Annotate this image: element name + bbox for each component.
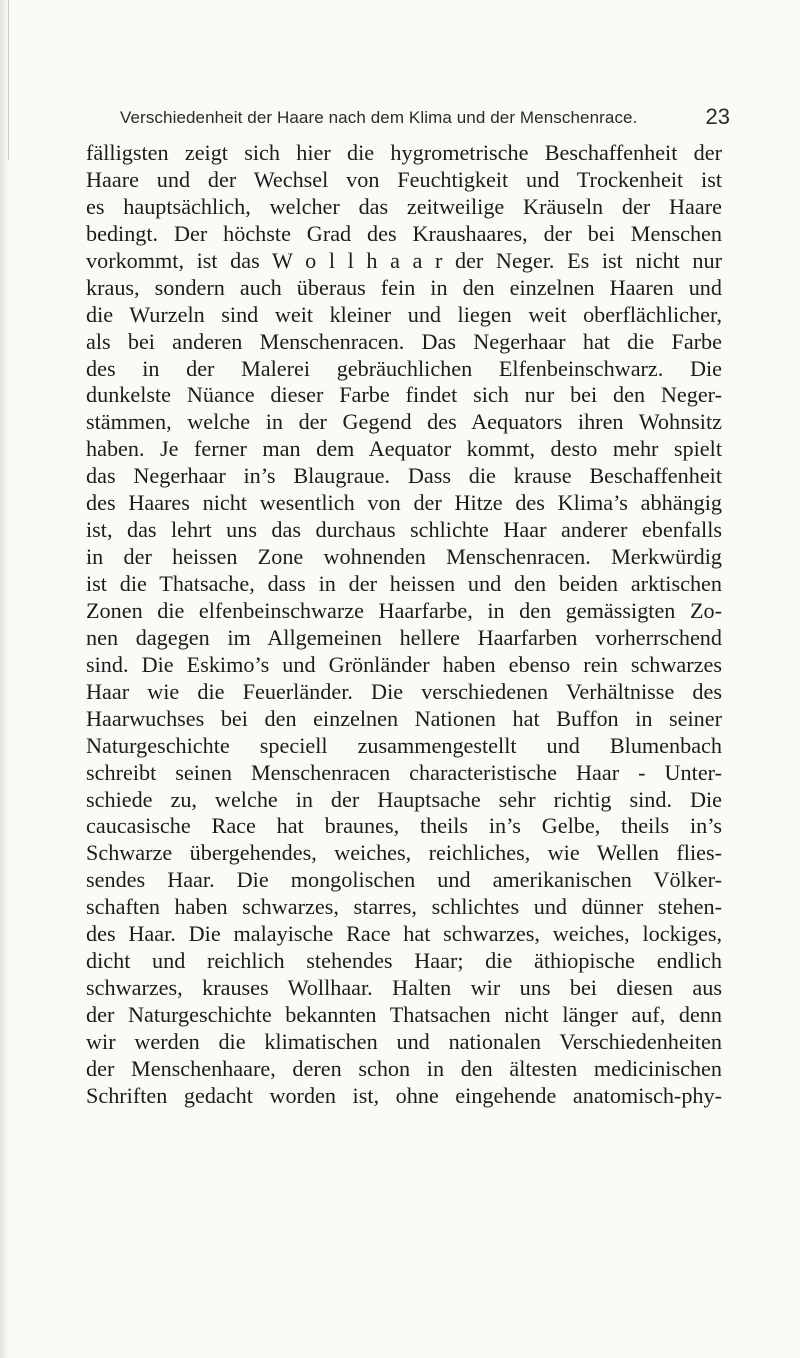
text-line: des Haar. Die malayische Race hat schwarzes, weiches, lockiges,: [86, 921, 722, 947]
text-line: vorkommt, ist das W o l l h a a r der Neger. Es ist nicht nur: [86, 247, 722, 273]
text-line: schiede zu, welche in der Hauptsache sehr richtig sind. Die: [86, 786, 722, 812]
text-line: dicht und reichlich stehendes Haar; die äthiopische endlich: [86, 948, 722, 974]
text-line: dunkelste Nüance dieser Farbe findet sich nur bei den Neger-: [86, 382, 722, 408]
text-line: Haarwuchses bei den einzelnen Nationen hat Buffon in seiner: [86, 705, 722, 731]
text-line: nen dagegen im Allgemeinen hellere Haarfarben vorherrschend: [86, 624, 722, 650]
text-line: ist die Thatsache, dass in der heissen und den beiden arktischen: [86, 571, 722, 596]
text-line: schreibt seinen Menschenracen characteristische Haar - Unter-: [86, 759, 722, 785]
body-text: [86, 140, 722, 1110]
text-line: schaften haben schwarzes, starres, schlichtes und dünner stehen-: [86, 894, 722, 920]
text-line: kraus, sondern auch überaus fein in den einzelnen Haaren und: [86, 274, 722, 300]
text-line: stämmen, welche in der Gegend des Aequators ihren Wohnsitz: [86, 409, 722, 435]
text-line: Haare und der Wechsel von Feuchtigkeit und Trockenheit ist: [86, 166, 722, 192]
page-header: [120, 102, 730, 132]
text-line: als bei anderen Menschenracen. Das Negerhaar hat die Farbe: [86, 328, 722, 354]
text-line: bedingt. Der höchste Grad des Kraushaares, der bei Menschen: [86, 220, 722, 246]
text-line: Haar wie die Feuerländer. Die verschiedenen Verhältnisse des: [86, 678, 722, 704]
text-line: Schwarze übergehendes, weiches, reichliches, wie Wellen flies-: [86, 840, 722, 866]
text-line: der Naturgeschichte bekannten Thatsachen nicht länger auf, denn: [86, 1002, 722, 1027]
page-number: 23: [705, 104, 730, 129]
text-line: in der heissen Zone wohnenden Menschenracen. Merkwürdig: [86, 544, 722, 570]
text-line: sendes Haar. Die mongolischen und amerikanischen Völker-: [86, 867, 722, 893]
text-line: das Negerhaar in’s Blaugraue. Dass die krause Beschaffenheit: [86, 463, 722, 489]
page-edge-shadow: [0, 0, 9, 1358]
text-line: Zonen die elfenbeinschwarze Haarfarbe, in den gemässigten Zo-: [86, 597, 722, 623]
text-line: ist, das lehrt uns das durchaus schlichte Haar anderer ebenfalls: [86, 517, 722, 543]
text-line: es hauptsächlich, welcher das zeitweilige Kräuseln der Haare: [86, 193, 722, 219]
text-line: schwarzes, krauses Wollhaar. Halten wir uns bei diesen aus: [86, 975, 722, 1001]
text-line: caucasische Race hat braunes, theils in’s Gelbe, theils in’s: [86, 813, 722, 839]
text-line: Naturgeschichte speciell zusammengestellt und Blumenbach: [86, 732, 722, 758]
text-line: der Menschenhaare, deren schon in den ältesten medicinischen: [86, 1055, 722, 1081]
text-line: des in der Malerei gebräuchlichen Elfenbeinschwarz. Die: [86, 355, 722, 381]
text-line: wir werden die klimatischen und nationalen Verschiedenheiten: [86, 1028, 722, 1054]
running-title: Verschiedenheit der Haare nach dem Klima und der Menschenrace.: [120, 108, 638, 127]
text-line: sind. Die Eskimo’s und Grönländer haben ebenso rein schwarzes: [86, 651, 722, 677]
text-line: des Haares nicht wesentlich von der Hitze des Klima’s abhängig: [86, 490, 722, 516]
page-edge-line: [8, 0, 9, 160]
text-line: Schriften gedacht worden ist, ohne eingehende anatomisch-phy-: [86, 1082, 722, 1108]
text-line: fälligsten zeigt sich hier die hygrometrische Beschaffenheit der: [86, 140, 722, 165]
text-line: die Wurzeln sind weit kleiner und liegen weit oberflächlicher,: [86, 301, 722, 327]
text-line: haben. Je ferner man dem Aequator kommt, desto mehr spielt: [86, 436, 722, 462]
